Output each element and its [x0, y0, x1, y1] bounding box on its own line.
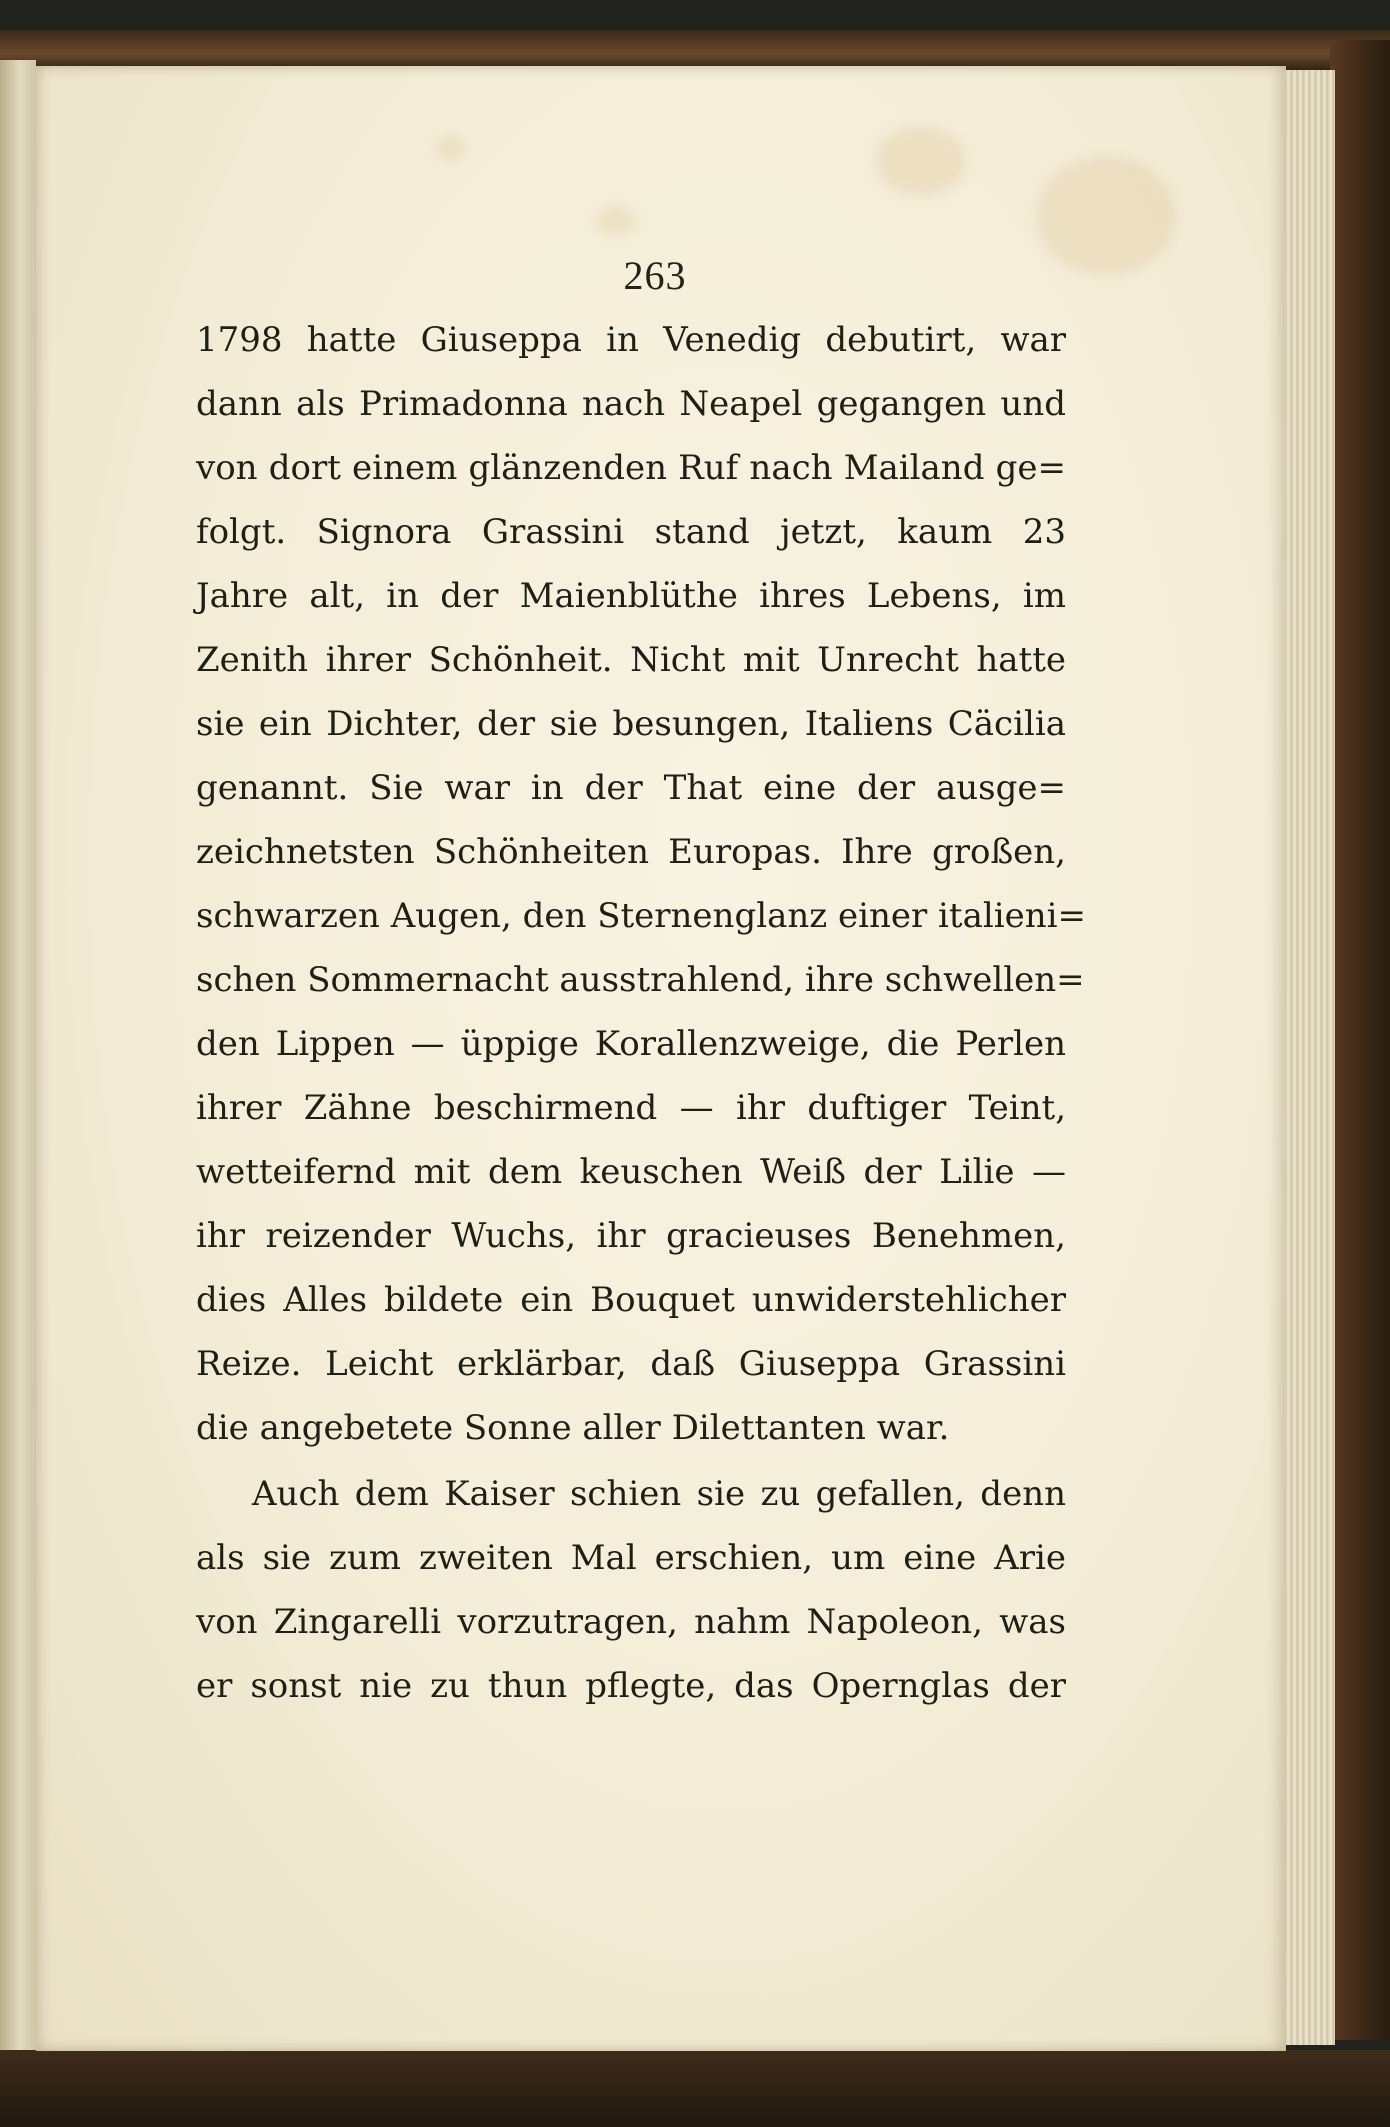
facing-page-gutter — [0, 60, 36, 2050]
text-line: schen Sommernacht ausstrahlend, ihre schwellen= — [196, 960, 1085, 1000]
text-line: er sonst nie zu thun pflegte, das Opernglas der — [196, 1666, 1066, 1706]
foxing-stain — [596, 206, 636, 236]
text-line: ihr reizender Wuchs, ihr gracieuses Benehmen, — [196, 1216, 1066, 1256]
text-line: zeichnetsten Schönheiten Europas. Ihre großen, — [196, 832, 1066, 872]
text-line: von dort einem glänzenden Ruf nach Mailand ge= — [196, 448, 1066, 488]
foxing-stain — [436, 136, 466, 160]
text-line: folgt. Signora Grassini stand jetzt, kaum 23 — [196, 512, 1066, 552]
text-line: wetteifernd mit dem keuschen Weiß der Lilie — — [196, 1152, 1066, 1192]
text-line: Reize. Leicht erklärbar, daß Giuseppa Grassini — [196, 1344, 1066, 1384]
text-line: als sie zum zweiten Mal erschien, um eine Arie — [196, 1538, 1066, 1578]
foxing-stain — [876, 126, 966, 196]
text-line: dann als Primadonna nach Neapel gegangen und — [196, 384, 1066, 424]
text-line: ihrer Zähne beschirmend — ihr duftiger Teint, — [196, 1088, 1066, 1128]
text-line: von Zingarelli vorzutragen, nahm Napoleon, was — [196, 1602, 1066, 1642]
text-line: genannt. Sie war in der That eine der ausge= — [196, 768, 1066, 808]
page-number: 263 — [623, 253, 687, 298]
text-line: den Lippen — üppige Korallenzweige, die Perlen — [196, 1024, 1066, 1064]
text-line: 1798 hatte Giuseppa in Venedig debutirt, war — [196, 320, 1066, 360]
book-cover-top-edge — [0, 30, 1390, 70]
text-line: Auch dem Kaiser schien sie zu gefallen, denn — [252, 1474, 1066, 1514]
book-cover-right-edge — [1330, 40, 1390, 2040]
text-line: schwarzen Augen, den Sternenglanz einer italieni= — [196, 896, 1086, 936]
text-line: sie ein Dichter, der sie besungen, Italiens Cäcilia — [196, 704, 1066, 744]
body-text — [196, 308, 1086, 1718]
text-line: Jahre alt, in der Maienblüthe ihres Lebens, im — [196, 576, 1066, 616]
book-page — [36, 66, 1286, 2051]
text-line: Zenith ihrer Schönheit. Nicht mit Unrecht hatte — [196, 640, 1066, 680]
text-line: die angebetete Sonne aller Dilettanten war. — [196, 1408, 950, 1448]
book-cover-bottom-edge — [0, 2050, 1390, 2127]
text-line: dies Alles bildete ein Bouquet unwiderstehlicher — [196, 1280, 1066, 1320]
